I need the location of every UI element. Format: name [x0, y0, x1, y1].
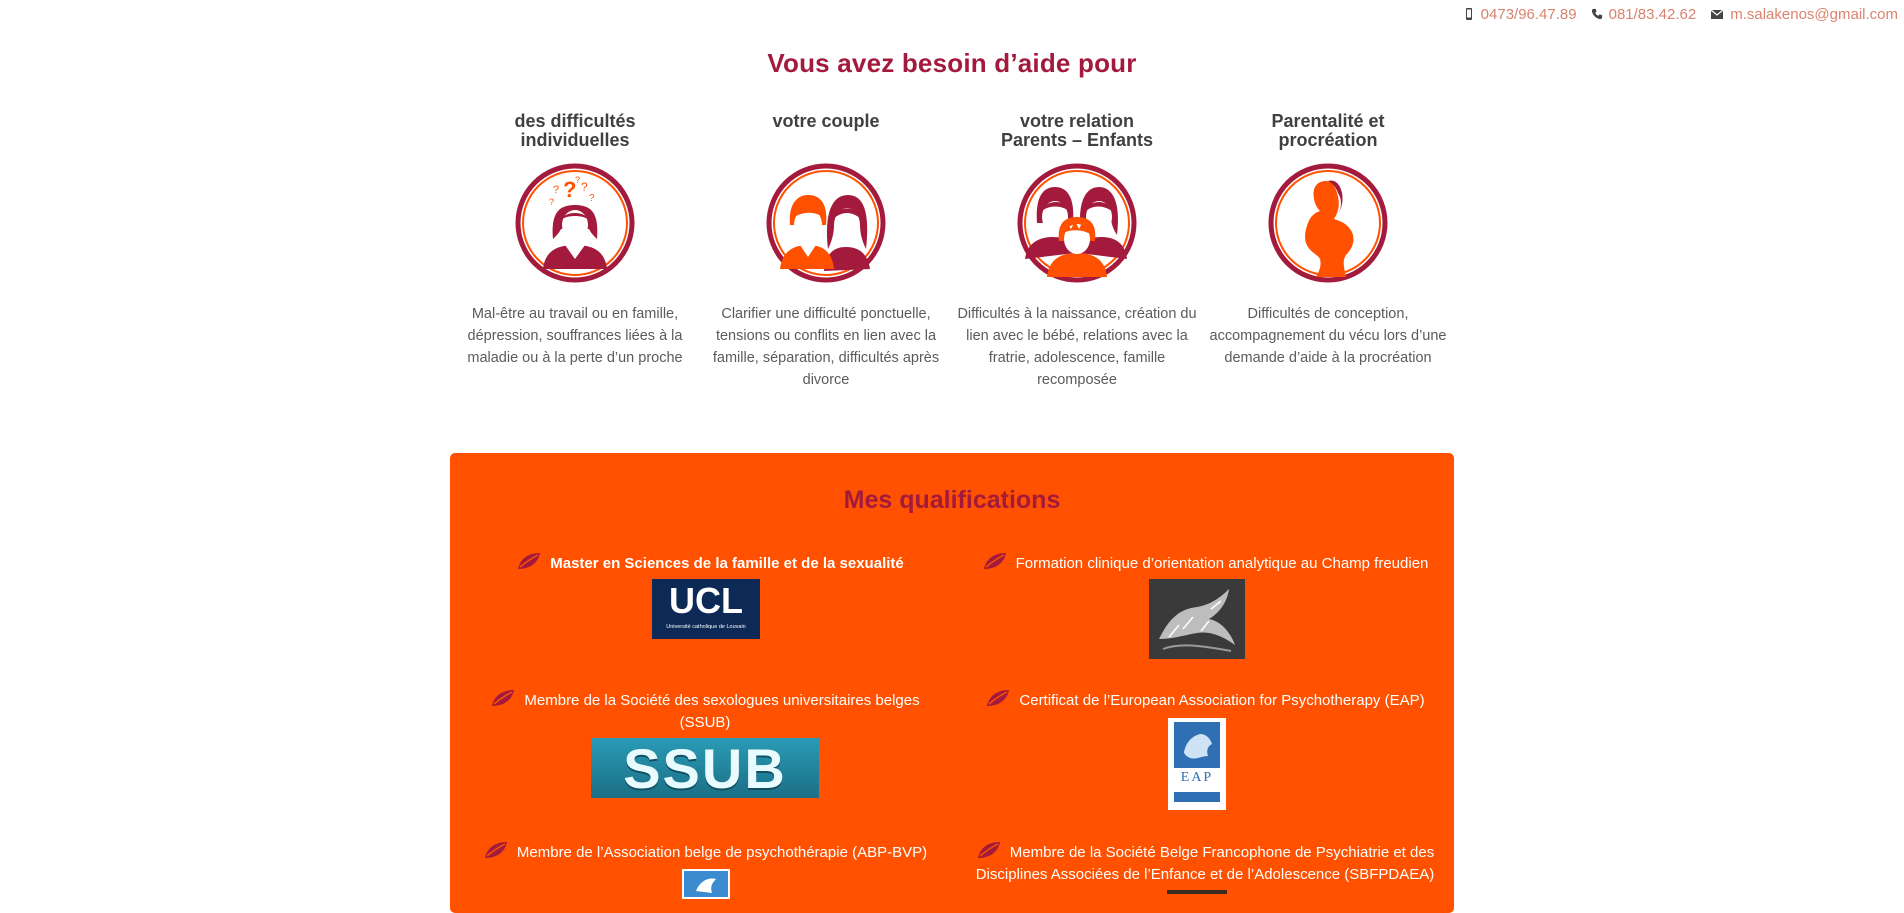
leaf-icon	[483, 840, 509, 860]
need-card-couple	[701, 111, 951, 388]
svg-text:?: ?	[563, 177, 577, 202]
qualification-item	[490, 551, 930, 575]
europe-map-icon	[1174, 722, 1220, 768]
qualification-text: Master en Sciences de la famille et de la sexualité	[550, 555, 904, 572]
qualification-item	[480, 840, 930, 864]
need-description: Difficultés à la naissance, création du lien avec le bébé, relations avec la fratrie, adolescence, famille recomposée	[957, 306, 1197, 388]
leaf-icon	[976, 840, 1002, 860]
need-card-family	[952, 111, 1202, 388]
section-title: Vous avez besoin d’aide pour	[767, 48, 1137, 78]
champ-freudien-logo	[1149, 579, 1245, 659]
leaf-icon	[985, 688, 1011, 708]
abp-bvp-logo	[682, 869, 730, 899]
need-card-parenthood	[1203, 111, 1453, 366]
sbfpdaea-logo	[1167, 890, 1227, 894]
envelope-icon	[1710, 7, 1724, 21]
svg-text:?: ?	[549, 197, 555, 207]
qualification-text: Membre de la Société Belge Francophone de Psychiatrie et des Disciplines Associées de l’Enfance et de l’Adolescence (SBFPDAEA)	[975, 844, 1435, 883]
phone-number[interactable]: 081/83.42.62	[1608, 5, 1697, 23]
qualifications-title: Mes qualifications	[843, 486, 1061, 514]
svg-text:?: ?	[581, 180, 588, 194]
ssub-logo-text: SSUB	[623, 736, 787, 800]
qualification-item	[490, 688, 920, 734]
qualification-item	[970, 688, 1440, 712]
confused-person-icon	[515, 163, 635, 283]
qualification-text: Certificat de l’European Association for Psychotherapy (EAP)	[1019, 692, 1425, 709]
phone-icon	[1591, 7, 1603, 21]
pregnant-woman-icon	[1268, 163, 1388, 283]
mobile-phone-icon	[1463, 7, 1475, 21]
mobile-contact[interactable]	[1463, 6, 1577, 23]
qualification-text: Membre de la Société des sexologues universitaires belges (SSUB)	[524, 692, 920, 731]
email-contact[interactable]	[1710, 6, 1898, 23]
qualification-text: Membre de l’Association belge de psychothérapie (ABP-BVP)	[516, 844, 928, 861]
svg-text:?: ?	[575, 175, 581, 185]
need-title: Parentalité et procréation	[1271, 111, 1385, 150]
ucl-logo	[652, 579, 760, 639]
leaf-icon	[516, 551, 542, 571]
svg-text:?: ?	[553, 184, 560, 196]
contact-bar	[1463, 4, 1898, 24]
qualification-item	[970, 551, 1440, 575]
eap-logo	[1168, 718, 1226, 810]
need-title: des difficultés individuelles	[514, 111, 636, 150]
needs-grid	[450, 112, 1450, 402]
email-address[interactable]: m.salakenos@gmail.com	[1730, 5, 1898, 23]
ssub-logo	[591, 738, 819, 798]
phone-contact[interactable]	[1591, 6, 1697, 23]
leaf-icon	[982, 551, 1008, 571]
need-title: votre couple	[772, 111, 880, 131]
couple-icon	[766, 163, 886, 283]
need-card-individual	[450, 111, 700, 366]
qualifications-panel	[450, 453, 1454, 913]
svg-text:?: ?	[589, 193, 595, 204]
ucl-logo-subtext: Université catholique de Louvain	[666, 624, 746, 630]
qualification-text: Formation clinique d’orientation analytique au Champ freudien	[1015, 555, 1429, 572]
leaf-icon	[490, 688, 516, 708]
ucl-logo-text: UCL	[669, 580, 743, 621]
need-description: Difficultés de conception, accompagnement du vécu lors d’une demande d’aide à la procréation	[1209, 306, 1447, 366]
need-description: Clarifier une difficulté ponctuelle, tensions ou conflits en lien avec la famille, séparation, difficultés après divorce	[712, 306, 940, 388]
qualification-item	[965, 840, 1445, 886]
eap-logo-text: EAP	[1180, 770, 1214, 785]
family-icon	[1017, 163, 1137, 283]
mobile-number[interactable]: 0473/96.47.89	[1480, 5, 1577, 23]
need-description: Mal-être au travail ou en famille, dépression, souffrances liées à la maladie ou à la perte d’un proche	[467, 306, 683, 366]
need-title: votre relation Parents – Enfants	[1000, 111, 1154, 150]
